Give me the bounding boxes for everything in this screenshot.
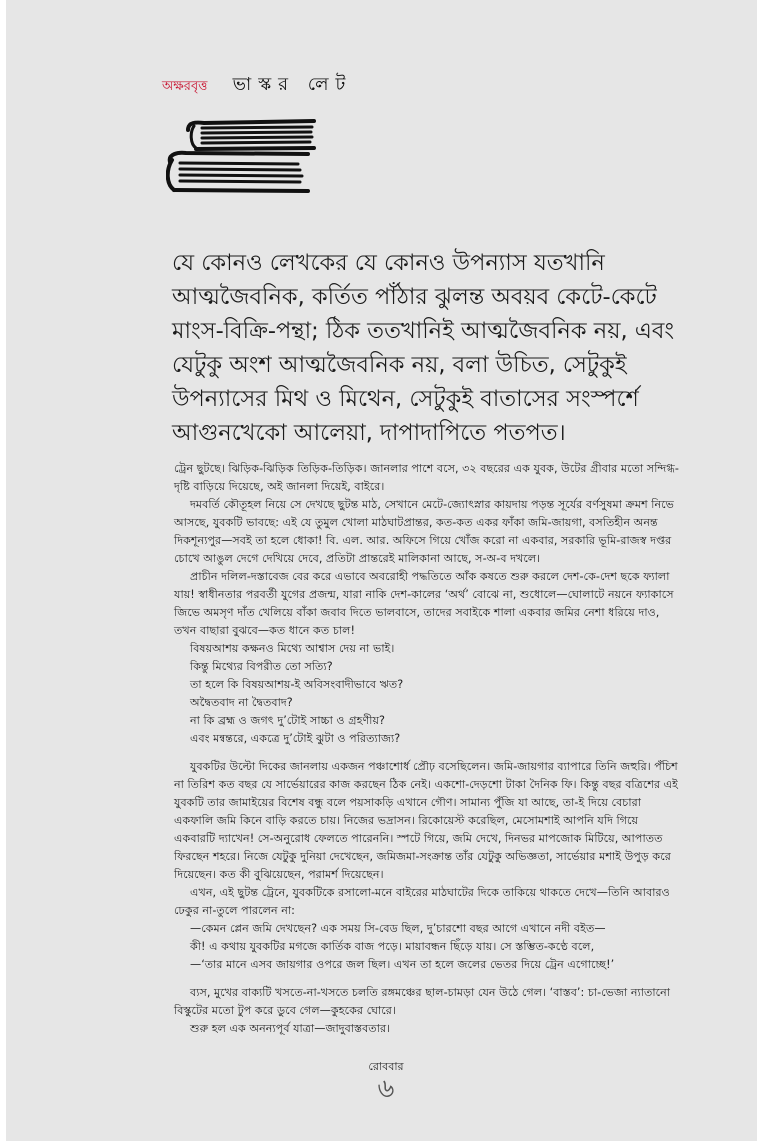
dialogue-line: কী! এ কথায় যুবকটির মগজে কার্তিক বাজ পড়ে। মায়াবন্ধন ছিঁড়ে যায়। সে স্তম্ভিত-কণ্ঠে বলে, bbox=[190, 940, 595, 953]
section-gap bbox=[174, 748, 682, 758]
section-label: অক্ষরবৃত্ত bbox=[162, 79, 208, 94]
pull-quote-text: যে কোনও লেখকের যে কোনও উপন্যাস যতখানি আত্মজৈবনিক, কর্তিত পাঁঠার ঝুলন্ত অবয়ব কেটে-কেটে মাংস-বিক্রি-পন্থা; ঠিক ততখানিই আত্মজৈবনিক নয়, এবং যেটুকু অংশ আত্মজৈবনিক নয়, বলা উচিত, সেটুকুই উপন্যাসের মিথ ও মিথেন, সেটুকুই বাতাসের সংস্পর্শে আগুনখেকো আলেয়া, দাপাদাপিতে পতপত। bbox=[172, 250, 675, 446]
verse-line: না কি ব্রহ্ম ও জগৎ দু’টোই সাচ্চা ও গ্রহণীয়? bbox=[190, 714, 385, 727]
dialogue-line: —‘তার মানে এসব জায়গার ওপরে জল ছিল। এখন তা হলে জলের ভেতর দিয়ে ট্রেন এগোচ্ছে!’ bbox=[190, 958, 615, 971]
dialogue-line: —কেমন প্লেন জমি দেখছেন? এক সময় সি-বেড ছিল, দু’চারশো বছর আগে এখানে নদী বইত— bbox=[190, 922, 606, 935]
verse-line: তা হলে কি বিষয়আশয়-ই অবিসংবাদীভাবে ঋত? bbox=[190, 678, 404, 691]
paragraph: ট্রেন ছুটছে। ঝিড়িক-ঝিড়িক তিড়িক-তিড়িক। জানলার পাশে বসে, ৩২ বছরের এক যুবক, উটের গ্রীবার মতো সন্দিগ্ধ-দৃষ্টি বাড়িয়ে দিয়েছে, অই জানলা দিয়েই, বাইরে। bbox=[174, 462, 679, 493]
paragraph: যুবকটির উল্টো দিকের জানলায় একজন পঞ্চাশোর্ধ প্রৌঢ় বসেছিলেন। জমি-জায়গার ব্যাপারে তিনি জহুরি। পঁচিশ না তিরিশ কত বছর যে সার্ভেয়ারের কাজ করছেন ঠিক নেই। একশো-দেড়শো টাকা দৈনিক ফি। কিন্তু বছর বত্রিশের এই যুবকটি তার জামাইয়ের বিশেষ বন্ধু বলে পয়সাকড়ি এখানে গৌণ। সামান্য পুঁজি যা আছে, তা-ই দিয়ে বেচারা একফালি জমি কিনে বাড়ি করতে চায়। নিজের ভদ্রাসন। রিকোয়েস্ট করেছিল, মেসোমশাই আপনি যদি গিয়ে একবারটি দ্যাখেন! সে-অনুরোধ ফেলতে পারেননি। স্পটে গিয়ে, জমি দেখে, দিনভর মাপজোক মিটিয়ে, আপাতত ফিরছেন শহরে। নিজে যেটুকু দুনিয়া দেখেছেন, জমিজমা-সংক্রান্ত তাঁর যেটুকু অভিজ্ঞতা, সার্ভেয়ার মশাই উপুড় করে দিয়েছেন। কত কী বুঝিয়েছেন, পরামর্শ দিয়েছেন। bbox=[174, 760, 679, 881]
book-stack-icon bbox=[166, 118, 316, 202]
verse-line: বিষয়আশয় কক্ষনও মিথ্যে আশ্বাস দেয় না ভাই। bbox=[190, 642, 395, 655]
page-number: ৬ bbox=[377, 1074, 395, 1104]
paragraph: প্রাচীন দলিল-দস্তাবেজ বের করে এভাবে অবরোহী পদ্ধতিতে আঁক কষতে শুরু করলে দেশ-কে-দেশ ছকে ফ্যালা যায়! স্বাধীনতার পরবর্তী যুগের প্রজন্ম, যারা নাকি দেশ-কালের ‘অর্থ’ বোঝে না, শুধোলে—ঘোলাটে নয়নে ফ্যাকাসে জিভে অমসৃণ দাঁত খেলিয়ে বাঁকা জবাব দিতে ভালবাসে, তাদের সবাইকে শালা একবার জমির নেশা ধরিয়ে দাও, তখন বাছারা বুঝবে—কত ধানে কত চাল! bbox=[174, 570, 674, 637]
author-name: ভাস্কর লেট bbox=[232, 74, 353, 95]
paragraph: এখন, এই ছুটন্ত ট্রেনে, যুবকটিকে রসালো-মনে বাইরের মাঠঘাটের দিকে তাকিয়ে থাকতে দেখে—তিনি আবারও ঢেকুর না-তুলে পারলেন না: bbox=[174, 886, 670, 917]
verse-line: কিন্তু মিথ্যের বিপরীত তো সত্যি? bbox=[190, 660, 333, 673]
paragraph: দমবর্তি কৌতূহল নিয়ে সে দেখছে ছুটন্ত মাঠ, সেখানে মেটে-জ্যোৎস্নার কায়দায় পড়ন্ত সূর্যের বর্ণসুষমা ক্রমশ নিভে আসছে, যুবকটি ভাবছে: এই যে তুমুল খোলা মাঠঘাটপ্রান্তর, কত-কত একর ফাঁকা জমি-জায়গা, বসতিহীন অনন্ত দিকশূন্যপুর—সবই তা হলে ধোকা! বি. এল. আর. অফিসে গিয়ে খোঁজ করো না একবার, সরকারি ভূমি-রাজস্ব দপ্তর চোখে আঙুল দেগে দেখিয়ে দেবে, প্রতিটা প্রান্তরেই মালিকানা আছে, স-অ-ব দখলে। bbox=[174, 498, 675, 565]
magazine-name: রোববার bbox=[368, 1060, 404, 1073]
paragraph: শুরু হল এক অনন্যপূর্ব যাত্রা—জাদুবাস্তবতার। bbox=[190, 1022, 391, 1035]
section-gap bbox=[174, 974, 682, 984]
verse-line: অদ্বৈতবাদ না দ্বৈতবাদ? bbox=[190, 696, 293, 709]
magazine-page bbox=[6, 0, 757, 1141]
article-body bbox=[174, 460, 682, 1038]
pull-quote bbox=[172, 246, 692, 450]
page-footer bbox=[356, 1058, 416, 1104]
paragraph: ব্যস, মুখের বাক্যটি খসতে-না-খসতে চলতি রঙ্গমঞ্চের ছাল-চামড়া যেন উঠে গেল। ‘বাস্তব’: চা-ভেজা ন্যাতানো বিস্কুটের মতো টুপ করে ডুবে গেল—কুহকের ঘোরে। bbox=[174, 986, 671, 1017]
verse-line: এবং মন্বন্তরে, একত্রে দু’টোই ঝুটা ও পরিত্যাজ্য? bbox=[190, 732, 401, 745]
column-header bbox=[162, 70, 352, 101]
